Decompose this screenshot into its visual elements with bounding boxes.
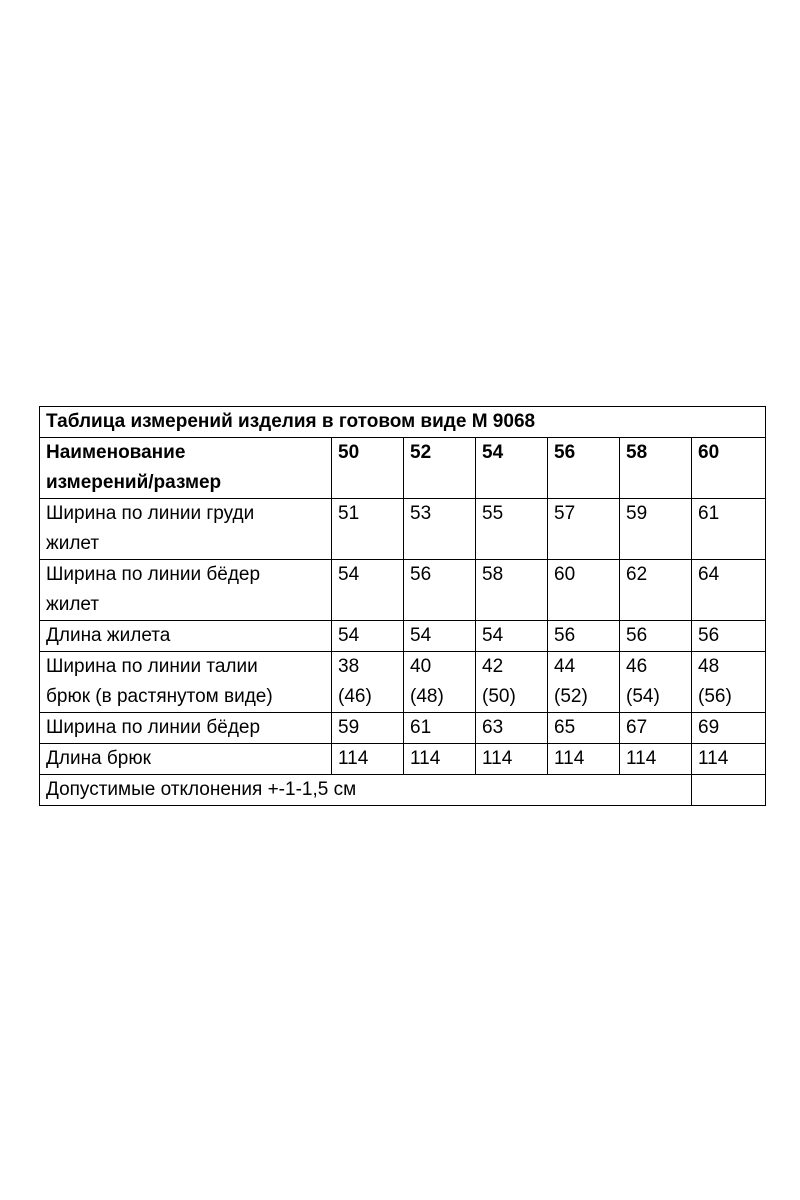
header-size-52: 52 [404, 438, 476, 499]
row-value: 51 [332, 499, 404, 560]
row-value: 114 [332, 744, 404, 775]
header-size-56: 56 [548, 438, 620, 499]
row-label: Ширина по линии бёдер жилет [40, 560, 332, 621]
row-label: Длина брюк [40, 744, 332, 775]
table-row [40, 560, 766, 621]
table-title: Таблица измерений изделия в готовом виде М 9068 [40, 407, 766, 438]
row-value: 40 (48) [404, 652, 476, 713]
measurement-table-container [39, 406, 765, 806]
table-row [40, 499, 766, 560]
header-size-60: 60 [692, 438, 766, 499]
table-row [40, 621, 766, 652]
row-value: 56 [548, 621, 620, 652]
header-size-54: 54 [476, 438, 548, 499]
row-label: Длина жилета [40, 621, 332, 652]
row-value: 69 [692, 713, 766, 744]
row-value: 60 [548, 560, 620, 621]
row-value: 54 [332, 560, 404, 621]
measurement-table [39, 406, 766, 806]
row-value: 48 (56) [692, 652, 766, 713]
tolerance-note: Допустимые отклонения +-1-1,5 см [40, 775, 692, 806]
table-footer-row [40, 775, 766, 806]
row-value: 63 [476, 713, 548, 744]
row-value: 46 (54) [620, 652, 692, 713]
row-value: 61 [404, 713, 476, 744]
row-value: 58 [476, 560, 548, 621]
row-value: 54 [476, 621, 548, 652]
table-header-row [40, 438, 766, 499]
row-value: 62 [620, 560, 692, 621]
table-row [40, 652, 766, 713]
row-value: 54 [404, 621, 476, 652]
row-value: 44 (52) [548, 652, 620, 713]
row-value: 65 [548, 713, 620, 744]
footer-empty-cell [692, 775, 766, 806]
row-label: Ширина по линии груди жилет [40, 499, 332, 560]
row-value: 59 [620, 499, 692, 560]
row-value: 57 [548, 499, 620, 560]
row-value: 114 [692, 744, 766, 775]
row-value: 114 [404, 744, 476, 775]
row-value: 114 [476, 744, 548, 775]
header-size-58: 58 [620, 438, 692, 499]
table-row [40, 744, 766, 775]
row-value: 56 [692, 621, 766, 652]
row-value: 114 [620, 744, 692, 775]
row-value: 54 [332, 621, 404, 652]
row-label: Ширина по линии бёдер [40, 713, 332, 744]
header-size-50: 50 [332, 438, 404, 499]
row-label: Ширина по линии талии брюк (в растянутом виде) [40, 652, 332, 713]
row-value: 53 [404, 499, 476, 560]
row-value: 114 [548, 744, 620, 775]
row-value: 42 (50) [476, 652, 548, 713]
row-value: 59 [332, 713, 404, 744]
table-title-row [40, 407, 766, 438]
header-label: Наименование измерений/размер [40, 438, 332, 499]
table-row [40, 713, 766, 744]
row-value: 61 [692, 499, 766, 560]
row-value: 55 [476, 499, 548, 560]
row-value: 38 (46) [332, 652, 404, 713]
row-value: 56 [620, 621, 692, 652]
row-value: 67 [620, 713, 692, 744]
row-value: 64 [692, 560, 766, 621]
row-value: 56 [404, 560, 476, 621]
